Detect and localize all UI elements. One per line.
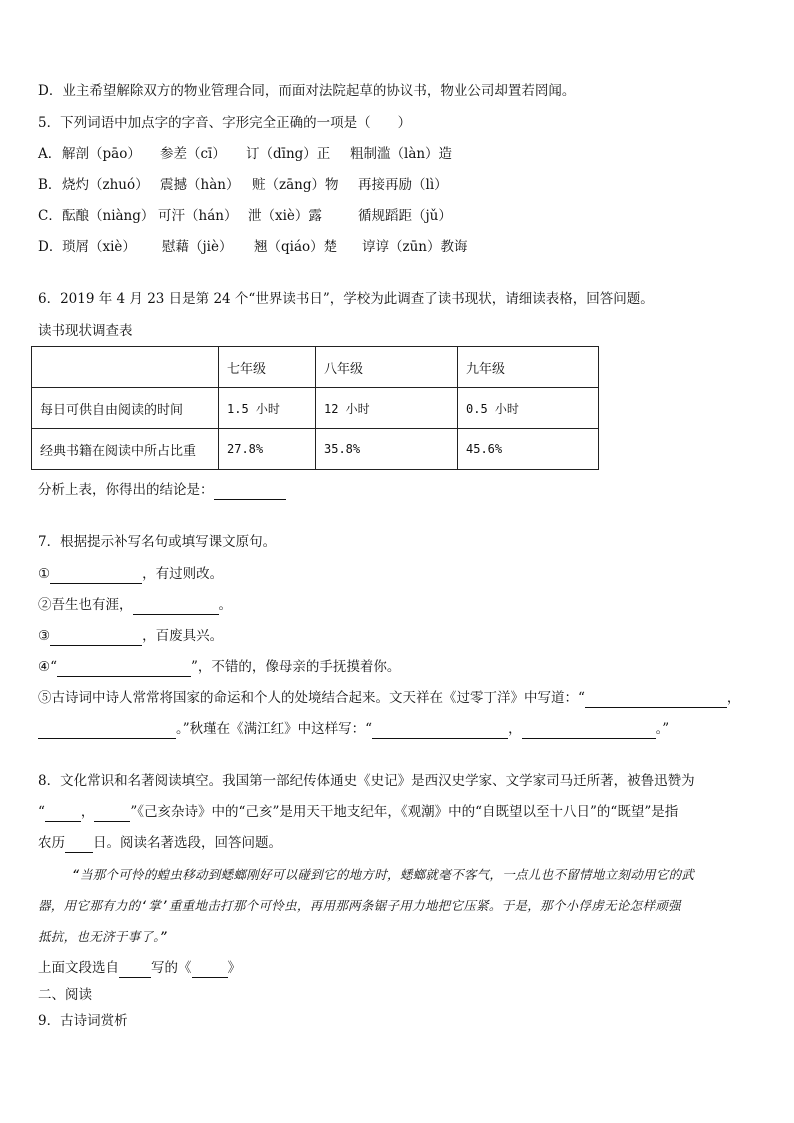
q8-source-line: 上面文段选自 写的《 》 (38, 960, 241, 976)
q7-blank-5d[interactable] (522, 724, 656, 739)
section-two-heading: 二、阅读 (38, 987, 92, 1003)
table-row-label: 经典书籍在阅读中所占比重 (32, 429, 219, 470)
table-cell: 35.8% (316, 429, 458, 470)
q8-blank-book[interactable] (192, 963, 228, 978)
q7-blank-3[interactable] (50, 631, 142, 646)
survey-table (31, 346, 599, 470)
q5-stem: 5．下列词语中加点字的字音、字形完全正确的一项是（ ） (38, 115, 412, 131)
q9-heading: 9．古诗词赏析 (38, 1013, 128, 1029)
q7-item-2: ②吾生也有涯， 。 (38, 597, 232, 613)
table-cell: 0.5 小时 (458, 388, 599, 429)
q6-stem: 6．2019 年 4 月 23 日是第 24 个“世界读书日”，学校为此调查了读书现状，请细读表格，回答问题。 (38, 291, 654, 307)
q5-option-a: A．解剖（pāo） 参差（cī） 订（dīng）正 粗制滥（làn）造 (38, 146, 453, 162)
q8-blank-3[interactable] (65, 838, 93, 853)
q6-answer-line (38, 480, 286, 500)
q7-item-1: ① ，有过则改。 (38, 566, 224, 582)
q6-table-title: 读书现状调查表 (38, 323, 133, 339)
q8-blank-1[interactable] (45, 807, 81, 822)
q5-option-c: C．酝酿（niàng） 可汗（hán） 泄（xiè）露 循规蹈距（jǔ） (38, 208, 452, 224)
q5-option-b: B．烧灼（zhuó） 震撼（hàn） 赃（zāng）物 再接再励（lì） (38, 177, 448, 193)
table-row-label: 每日可供自由阅读的时间 (32, 388, 219, 429)
q8-quote-line-2: 器，用它那有力的‘掌’重重地击打那个可怜虫，再用那两条锯子用力地把它压紧。于是，那个小俘虏无论怎样顽强 (38, 898, 681, 913)
table-row (32, 429, 599, 470)
q8-line-3: 农历 日。阅读名著选段，回答问题。 (38, 835, 282, 851)
q7-stem: 7．根据提示补写名句或填写课文原句。 (38, 534, 277, 550)
q8-quote-line-1: “当那个可怜的蝗虫移动到蟋螂刚好可以碰到它的地方时，蟋螂就毫不客气，一点儿也不留情地立刻动用它的武 (72, 867, 695, 882)
q7-blank-4[interactable] (57, 662, 191, 677)
q7-blank-5a[interactable] (585, 693, 727, 708)
q6-answer-prompt: 分析上表，你得出的结论是： (38, 482, 214, 498)
table-header-cell: 八年级 (316, 347, 458, 388)
q8-blank-author[interactable] (119, 963, 151, 978)
q7-item-3: ③ ，百废具兴。 (38, 628, 224, 644)
table-row (32, 388, 599, 429)
table-cell: 12 小时 (316, 388, 458, 429)
q7-blank-1[interactable] (50, 569, 142, 584)
table-header-cell: 九年级 (458, 347, 599, 388)
q8-line-2: “ ， ”《己亥杂诗》中的“己亥”是用天干地支纪年，《观潮》中的“自既望以至十八日”的“既望”是指 (38, 804, 679, 820)
q7-blank-2[interactable] (133, 600, 219, 615)
table-header-row (32, 347, 599, 388)
q8-blank-2[interactable] (94, 807, 130, 822)
table-header-cell: 七年级 (219, 347, 316, 388)
q7-item-5-cont: 。”秋瑾在《满江红》中这样写：“ ， 。” (38, 719, 669, 739)
q7-item-5: ⑤古诗词中诗人常常将国家的命运和个人的处境结合起来。文天祥在《过零丁洋》中写道：“ ， (38, 690, 741, 706)
q4-option-d: D．业主希望解除双方的物业管理合同，而面对法院起草的协议书，物业公司却置若罔闻。 (38, 83, 576, 99)
table-cell: 27.8% (219, 429, 316, 470)
q7-item-4: ④“ ”，不错的，像母亲的手抚摸着你。 (38, 659, 401, 675)
q7-blank-5c[interactable] (372, 724, 508, 739)
q8-quote-line-3: 抵抗，也无济于事了。” (38, 929, 168, 944)
table-header-cell (32, 347, 219, 388)
q8-line-1: 8．文化常识和名著阅读填空。我国第一部纪传体通史《史记》是西汉史学家、文学家司马迁所著，被鲁迅赞为 (38, 773, 695, 789)
table-cell: 1.5 小时 (219, 388, 316, 429)
q6-answer-blank[interactable] (214, 485, 286, 500)
q7-blank-5b[interactable] (38, 724, 176, 739)
table-cell: 45.6% (458, 429, 599, 470)
q5-option-d: D．琐屑（xiè） 慰藉（jiè） 翘（qiáo）楚 谆谆（zūn）教诲 (38, 239, 468, 255)
